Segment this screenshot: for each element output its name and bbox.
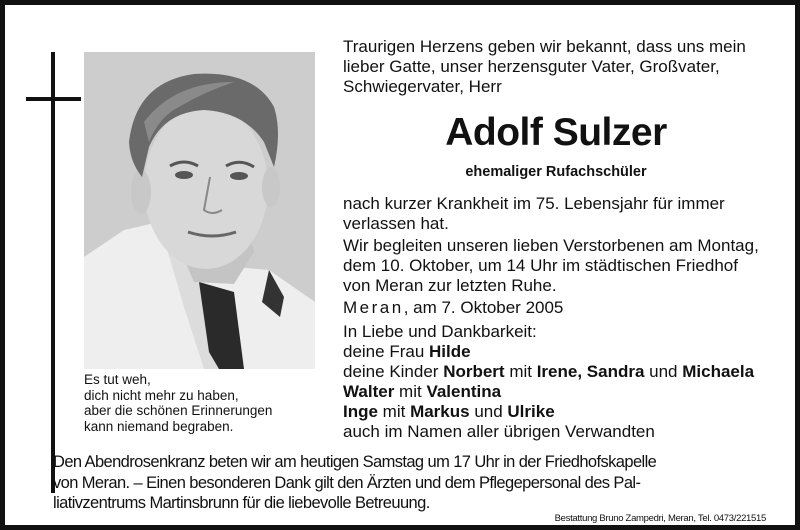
intro-line: Schwiegervater, Herr — [343, 77, 502, 96]
connector: und — [469, 402, 508, 421]
family-heading: In Liebe und Dankbarkeit: — [343, 322, 537, 341]
funeral-line: Wir begleiten unseren lieben Verstorbenen am Montag, — [343, 236, 759, 255]
family-label: deine Kinder — [343, 362, 444, 381]
family-closing: auch im Namen aller übrigen Verwandten — [343, 422, 655, 441]
family-label: deine Frau — [343, 342, 429, 361]
funeral-details — [343, 236, 769, 296]
bottom-line: von Meran. – Einen besonderen Dank gilt den Ärzten und dem Pflegepersonal des Pal- — [53, 473, 641, 492]
portrait-photo — [84, 52, 315, 369]
poem-line: kann niemand begraben. — [84, 418, 234, 434]
partner-name: Ulrike — [507, 402, 555, 421]
intro-line: Traurigen Herzens geben wir bekannt, dass uns mein — [343, 37, 746, 56]
intro-line: lieber Gatte, unser herzensguter Vater, Großvater, — [343, 57, 720, 76]
date-text: , am 7. Oktober 2005 — [403, 298, 564, 317]
poem-line: Es tut weh, — [84, 372, 151, 387]
place-name: Meran — [343, 298, 404, 317]
connector: mit — [394, 382, 427, 401]
deceased-subtitle: ehemaliger Rufachschüler — [465, 164, 647, 180]
death-statement — [343, 194, 769, 234]
place-date — [343, 298, 769, 318]
family-line-child2 — [343, 382, 769, 402]
partner-name: Valentina — [426, 382, 502, 401]
family-line-wife — [343, 342, 769, 362]
connector: mit — [504, 362, 537, 381]
death-line: nach kurzer Krankheit im 75. Lebensjahr für immer — [343, 194, 725, 213]
poem-line: aber die schönen Erinnerungen — [84, 403, 273, 418]
poem-verse — [84, 372, 272, 434]
cross-icon-vertical — [51, 52, 55, 493]
announcement-intro — [343, 37, 769, 97]
cross-icon-horizontal — [26, 97, 81, 101]
partner-name: Markus — [410, 402, 470, 421]
poem-line: dich nicht mehr zu haben, — [84, 387, 239, 403]
wife-name: Hilde — [429, 342, 471, 361]
connector: und — [644, 362, 683, 381]
bottom-line: liativzentrums Martinsbrunn für die liebevolle Betreuung. — [53, 494, 430, 512]
deceased-name: Adolf Sulzer — [445, 111, 667, 154]
bottom-line: Den Abendrosenkranz beten wir am heutigen Samstag um 17 Uhr in der Friedhofskapelle — [53, 453, 657, 471]
child-name: Inge — [343, 402, 378, 421]
funeral-line: dem 10. Oktober, um 14 Uhr im städtischen Friedhof — [343, 256, 738, 275]
family-line-child1 — [343, 362, 769, 382]
funeral-home-credit: Bestattung Bruno Zampedri, Meran, Tel. 0473/221515 — [554, 513, 766, 524]
death-line: verlassen hat. — [343, 214, 449, 233]
family-list — [343, 322, 769, 442]
child-name: Walter — [343, 382, 395, 401]
partner-names: Irene, Sandra — [536, 362, 645, 381]
connector: mit — [377, 402, 411, 421]
child-name: Norbert — [443, 362, 505, 381]
portrait-image-icon — [84, 52, 315, 369]
funeral-line: von Meran zur letzten Ruhe. — [343, 276, 557, 295]
rosary-and-thanks — [53, 452, 769, 514]
family-line-child3 — [343, 402, 769, 422]
partner-name: Michaela — [682, 362, 755, 381]
